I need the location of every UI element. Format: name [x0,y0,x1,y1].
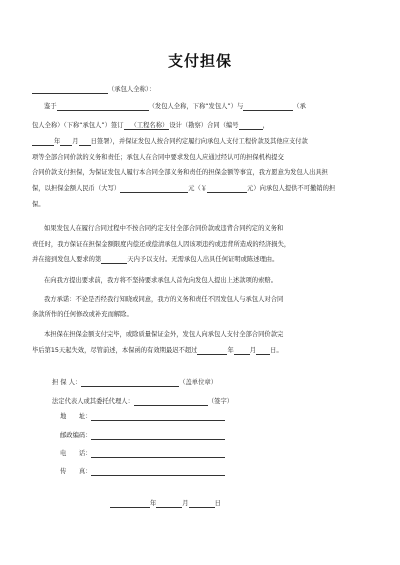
date-row: 年 月 日 [0,500,400,508]
payment-days-blank[interactable] [101,256,127,264]
amount-words-blank[interactable] [120,185,188,193]
expiry-year-blank[interactable] [197,347,227,355]
guarantor-field[interactable] [81,379,179,387]
body-line-9: 责任时，我方保证在担保金额限度内偿还或偿清承包人因该项违约或违背所造成的经济损失， [32,241,291,248]
address-label: 地 址： [60,413,92,420]
sign-day-blank[interactable] [79,138,91,146]
body-line-11: 在向我方提出要求前，我方将不坚持要求承包人首先向发包人提出上述款项的索赔。 [44,277,277,284]
legal-rep-note: （签字） [207,398,234,405]
guarantor-label: 担 保 人： [52,379,82,386]
body-line-15: 毕后第15天起失效，尽管前述，本保函的有效期最迟不超过 年 月 日。 [32,347,283,354]
body-line-1: 鉴于 （发包人全称，下称“发包人”）与 （承 [44,103,306,110]
fax-field[interactable] [91,468,225,476]
body-line-6: 保，以担保金额人民币（大写） 元（￥ 元）向承包人提供不可撤销的担 [32,185,336,192]
fax-row [0,468,400,476]
date-year-field[interactable] [110,500,150,508]
date-month-field[interactable] [156,500,182,508]
body-line-14: 本担保在担保金额支付完毕，或除质量保证金外，发包人向承包人支付全部合同价款完 [44,331,284,338]
postcode-field[interactable] [91,432,225,440]
body-line-7: 保。 [32,201,45,208]
address-field[interactable] [91,413,225,421]
recipient-line [0,86,400,94]
phone-row [0,450,400,458]
legal-rep-row [0,398,400,406]
guarantor-note: （盖单位章） [179,379,217,386]
sign-year-blank[interactable] [32,138,54,146]
legal-rep-label: 法定代表人或其委托代理人： [52,398,134,405]
legal-rep-field[interactable] [134,398,208,406]
guarantor-row [0,379,400,387]
project-blank-left[interactable] [124,122,130,130]
project-name: （工程名称） [130,122,169,129]
fax-label: 传 真： [60,468,92,475]
address-row [0,413,400,421]
phone-field[interactable] [91,450,225,458]
expiry-day-blank[interactable] [256,347,270,355]
postcode-row [0,432,400,440]
body-line-10: 并在接到发包人要求的第 天内予以支付。无需承包人出具任何证明或陈述理由。 [32,256,279,263]
contractor-blank[interactable] [243,103,293,111]
date-day-field[interactable] [189,500,215,508]
sign-month-blank[interactable] [60,138,72,146]
body-line-2: 包人全称）（下称“承包人”）签订 （工程名称）设计（勘察）合同（编号 ， [32,122,269,129]
body-line-8: 如果发包人在履行合同过程中不按合同约定支付全部合同价款或违背合同约定的义务和 [44,225,284,232]
body-line-13: 条款所作的任何修改或补充而解除。 [32,311,133,318]
body-line-3: 年 月 日签署），并保证发包人按合同约定履行向承包人支付工程价款及其他应支付款 [0,138,400,146]
body-line-5: 合同价款支付担保，为保证发包人履行本合同全部义务和责任的担保金额等事宜，我方愿意为发包人出具担 [32,169,328,176]
amount-figure-blank[interactable] [207,185,247,193]
postcode-label: 邮政编码： [60,432,92,439]
document-title: 支付担保 [167,52,232,70]
expiry-month-blank[interactable] [234,347,250,355]
recipient-suffix: （承包人全称）： [108,86,156,93]
body-line-4: 项等全部合同价款的义务和责任；承包人在合同中要求发包人应通过经认可的担保机构提交 [32,154,284,161]
body-line-12: 我方承诺：不论是否经我行知晓或同意，我方的义务和责任不因发包人与承包人对合同 [44,296,284,303]
contract-number-blank[interactable] [239,122,263,130]
phone-label: 电 话： [60,450,92,457]
recipient-blank[interactable] [32,86,108,94]
employer-blank[interactable] [57,103,149,111]
